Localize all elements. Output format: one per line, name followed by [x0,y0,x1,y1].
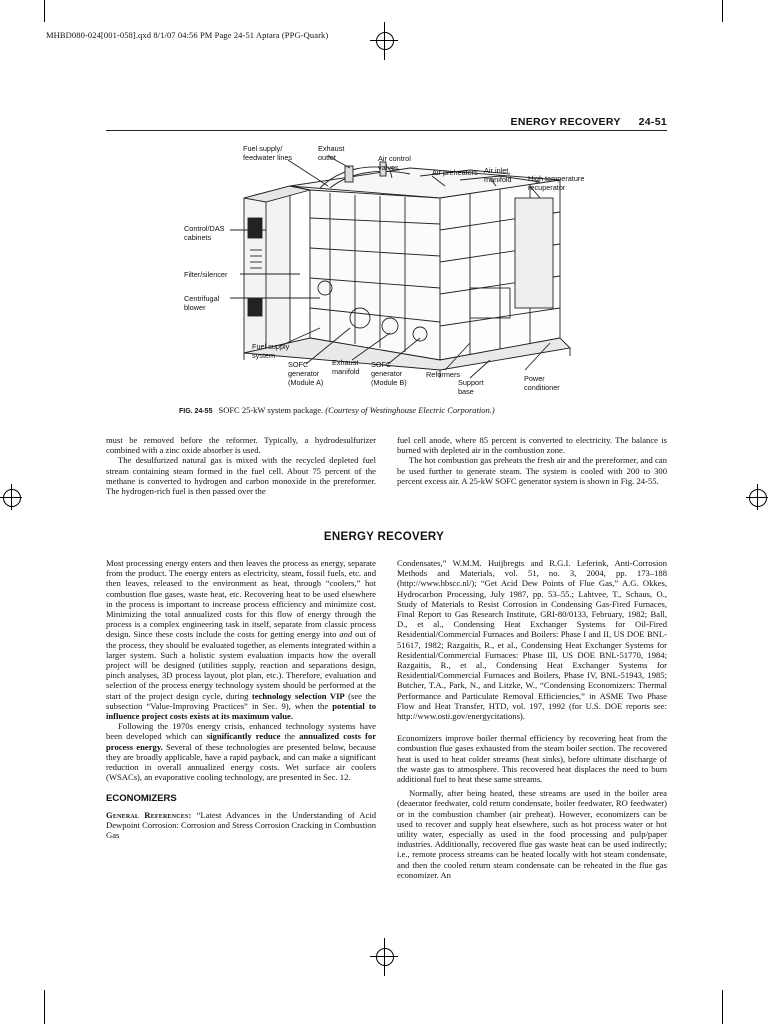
figure-caption [179,405,495,415]
page-number: 24-51 [638,116,667,128]
right-column [397,558,667,880]
upper-right-column [397,435,667,486]
label-support-base: Support base [458,378,484,396]
figure-sofc-package [170,138,600,400]
trim-mark-bl [44,990,45,1024]
section-title: ENERGY RECOVERY [323,531,445,543]
label-reformers: Reformers [426,370,461,379]
head-rule [106,130,667,131]
figure-credit: (Courtesy of Westinghouse Electric Corporation.) [325,405,495,415]
registration-mark-left [3,489,21,507]
right-p2: Normally, after being heated, these streams are used in the boiler area (deaerator feedwater, cold return condensate, boiler feedwater, RO feedwater) or in the combustion chamber (air preheat). However, economizers can be used to recover and supply heat elsewhere, such as hot process water or hot utility water, especially as used in the food processing and pulp/paper industries. Additionally, recovered flue gas waste heat can be used indirectly; i.e., remote process streams can be heated locally with hot steam condensate, and then the cooled return steam condensate can be reheated in the flue gas economizer. An [397,788,667,880]
running-head [511,116,667,128]
trim-mark-br [722,990,723,1024]
registration-mark-bottom [376,948,394,966]
label-sofc-generator-b: SOFC generator (Module B) [371,360,407,387]
label-air-inlet-manifold: Air inlet manifold [484,166,512,184]
label-sofc-generator-a: SOFC generator (Module A) [288,360,324,387]
label-air-control-valves: Air control valves [378,154,411,172]
figure-number: FIG. 24-55 [179,408,213,415]
general-references: General References: “Latest Advances in the Understanding of Acid Dewpoint Corrosion: Corrosion and Stress Corrosion Cracking in Combustion Gas [106,809,376,841]
registration-mark-top [376,32,394,50]
label-filter-silencer: Filter/silencer [184,270,228,279]
right-p1: Economizers improve boiler thermal efficiency by recovering heat from the combustion flue gases exhausted from the steam boiler section. The recovered heat is used to heat colder streams (heat sinks), before ultimate discharge of the waste gas to atmosphere. This recovered heat displaces the need to burn additional fuel to heat these same streams. [397,733,667,785]
upper-left-p2: The desulfurized natural gas is mixed with the recycled depleted fuel stream containing steam formed in the fuel cell. About 75 percent of the methane is converted to hydrogen and carbon monoxide in the prereformer. The hydrogen-rich fuel is then passed over the [106,455,376,497]
running-head-title: ENERGY RECOVERY [510,116,621,128]
label-fuel-supply-system: Fuel supply system [252,342,290,360]
subheading-economizers: ECONOMIZERS [106,793,177,805]
label-fuel-supply-feedwater: Fuel supply/ feedwater lines [243,144,293,162]
left-column [106,558,376,840]
registration-mark-right [749,489,767,507]
print-slug: MHBD080-024[001-058].qxd 8/1/07 04:56 PM Page 24-51 Aptara (PPG-Quark) [46,30,329,40]
label-exhaust-outlet: Exhaust outlet [318,144,345,162]
references-continued: Condensates,” W.M.M. Huijbregts and R.G.I. Leferink, Anti-Corrosion Methods and Materials, vol. 51, no. 3, 2004, pp. 173–188 (http://www.hbscc.nl/); “Get Acid Dew Points of Flue Gas,” A.G. Okkes, Hydrocarbon Processing, July 1987, pp. 53–55.; Lahtvee, T., Schaus, O., Study of Materials to Resist Corrosion in Condensing Gas-Fired Furnaces, Final Report to Gas Research Institute, GRI-80/0133, February, 1982; Ball, D., et al., Condensing Heat Exchanger Systems for Oil-Fired Residential/Commercial Furnaces and Boilers: Phase I and II, US DOE BNL-51617, 1982; Razgaitis, R., et al., Condensing Heat Exchanger Systems for Residential/Commercial Furnaces: Phase III, US DOE BNL-51770, 1984; Razgaitis, R., et al., Condensing Heat Exchanger Systems for Residential/Commercial Furnaces and Boilers, Phase IV, BNL-51943, 1985; Butcher, T.A., Park, N., and Litzke, W., “Condensing Economizers: Thermal Performance and Particulate Removal Efficiencies,” in ASME Two Phase Flow and Heat Transfer, HTD, vol. 197, 1992 (for U.S. DOE reports see: http://www.osti.gov/energycitations). [397,558,667,722]
upper-right-p2: The hot combustion gas preheats the fresh air and the prereformer, and can be used further to generate steam. The system is cooled with 200 to 300 percent excess air. A 25-kW SOFC generator system is shown in Fig. 24-55. [397,455,667,486]
label-power-conditioner: Power conditioner [524,374,560,392]
label-exhaust-manifold: Exhaust manifold [332,358,360,376]
label-control-das-cabinets: Control/DAS cabinets [184,224,225,242]
upper-left-p1: must be removed before the reformer. Typically, a hydrodesulfurizer combined with a zinc oxide absorber is used. [106,435,376,456]
trim-mark-tr [722,0,723,22]
figure-caption-text: SOFC 25-kW system package. [218,405,324,415]
trim-mark-tl [44,0,45,22]
upper-left-column [106,435,376,496]
left-p2: Following the 1970s energy crisis, enhanced technology systems have been developed which can significantly reduce the annualized costs for process energy. Several of these technologies are presented below, because they are broadly applicable, have a rapid payback, and can make a significant reduction in overall annualized energy costs. Wet surface air coolers (WSACs), an evaporative cooling technology, are presented in Sec. 12. [106,721,377,783]
upper-right-p1: fuel cell anode, where 85 percent is converted to electricity. The balance is burned with depleted air in the combustion zone. [397,435,667,456]
left-p1: Most processing energy enters and then leaves the process as energy, separate from the product. The energy enters as electricity, steam, fossil fuels, etc. and then leaves, released to the environment as heat, through “coolers,” hot combustion flue gases, waste heat, etc. Recovering heat to be used elsewhere in the process is important to increase process efficiency and minimize cost. Minimizing the total annualized costs for this flow of energy through the process is a complex engineering task in itself, separate from classic process design. Since these costs include the costs for getting energy into and out of the process, they should be evaluated together, as elements integrated within a larger system. Such a holistic system evaluation impacts how the overall project will be designed (utilities supply, reaction and separations design, pinch analyses, 3D process layout, plot plan, etc.). Therefore, evaluation and selection of the process energy technology system should be performed at the start of the project design cycle, during technology selection VIP (see the subsection “Value-Improving Practices” in Sec. 9), when the potential to influence project costs exists at its maximum value. [106,558,377,722]
label-air-preheaters: Air preheaters [432,168,478,177]
label-high-temperature-recuperator: High temperature recuperator [528,174,585,192]
label-centrifugal-blower: Centrifugal blower [184,294,220,312]
